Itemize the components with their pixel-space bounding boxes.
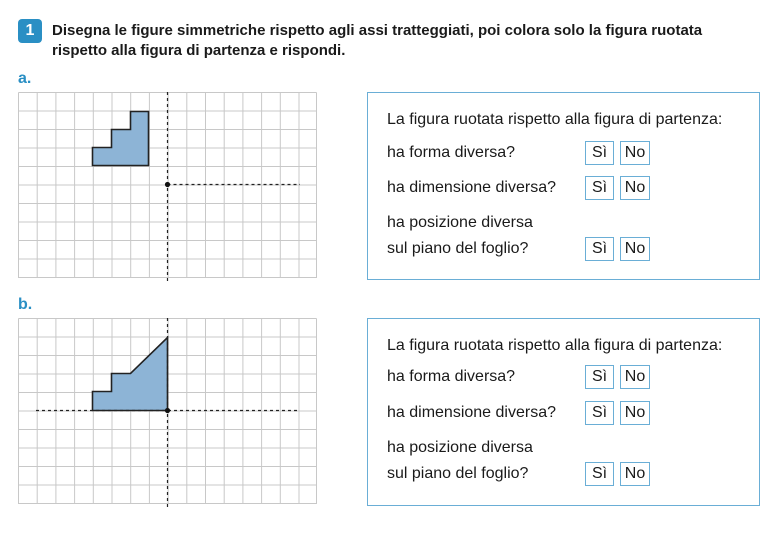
question-heading-a: La figura ruotata rispetto alla figura di partenza:	[387, 111, 723, 128]
question-size-a: ha dimensione diversa?	[387, 179, 556, 196]
answer-yes-size-b[interactable]: Sì	[585, 401, 614, 425]
answer-yes-size-a[interactable]: Sì	[585, 176, 614, 200]
question-position-line2-a: sul piano del foglio?	[387, 240, 529, 257]
question-box-a	[367, 92, 760, 280]
question-shape-a: ha forma diversa?	[387, 144, 516, 161]
section-b-label: b.	[18, 296, 33, 313]
question-size-b: ha dimensione diversa?	[387, 404, 556, 421]
answer-no-size-a[interactable]: No	[620, 176, 650, 200]
question-shape-b: ha forma diversa?	[387, 368, 516, 385]
question-position-line1-a: ha posizione diversa	[387, 214, 533, 231]
question-heading-b: La figura ruotata rispetto alla figura di partenza:	[387, 337, 723, 354]
starting-figure-a	[93, 112, 149, 166]
axis-origin-point-a	[165, 182, 170, 187]
grid-b[interactable]	[18, 318, 318, 508]
section-a-label: a.	[18, 70, 32, 87]
question-box-b	[367, 318, 760, 506]
question-position-line1-b: ha posizione diversa	[387, 439, 533, 456]
answer-yes-shape-a[interactable]: Sì	[585, 141, 614, 165]
axis-origin-point-b	[165, 408, 170, 413]
answer-no-size-b[interactable]: No	[620, 401, 650, 425]
answer-yes-position-a[interactable]: Sì	[585, 237, 614, 261]
question-position-line2-b: sul piano del foglio?	[387, 465, 529, 482]
answer-no-position-b[interactable]: No	[620, 462, 650, 486]
answer-yes-position-b[interactable]: Sì	[585, 462, 614, 486]
answer-no-shape-a[interactable]: No	[620, 141, 650, 165]
exercise-number-badge: 1	[18, 19, 42, 43]
answer-no-position-a[interactable]: No	[620, 237, 650, 261]
answer-yes-shape-b[interactable]: Sì	[585, 365, 614, 389]
answer-no-shape-b[interactable]: No	[620, 365, 650, 389]
exercise-instruction: Disegna le figure simmetriche rispetto agli assi tratteggiati, poi colora solo la figura ruotata rispetto alla figura di partenza e rispondi.	[52, 22, 703, 59]
grid-a[interactable]	[18, 92, 318, 282]
